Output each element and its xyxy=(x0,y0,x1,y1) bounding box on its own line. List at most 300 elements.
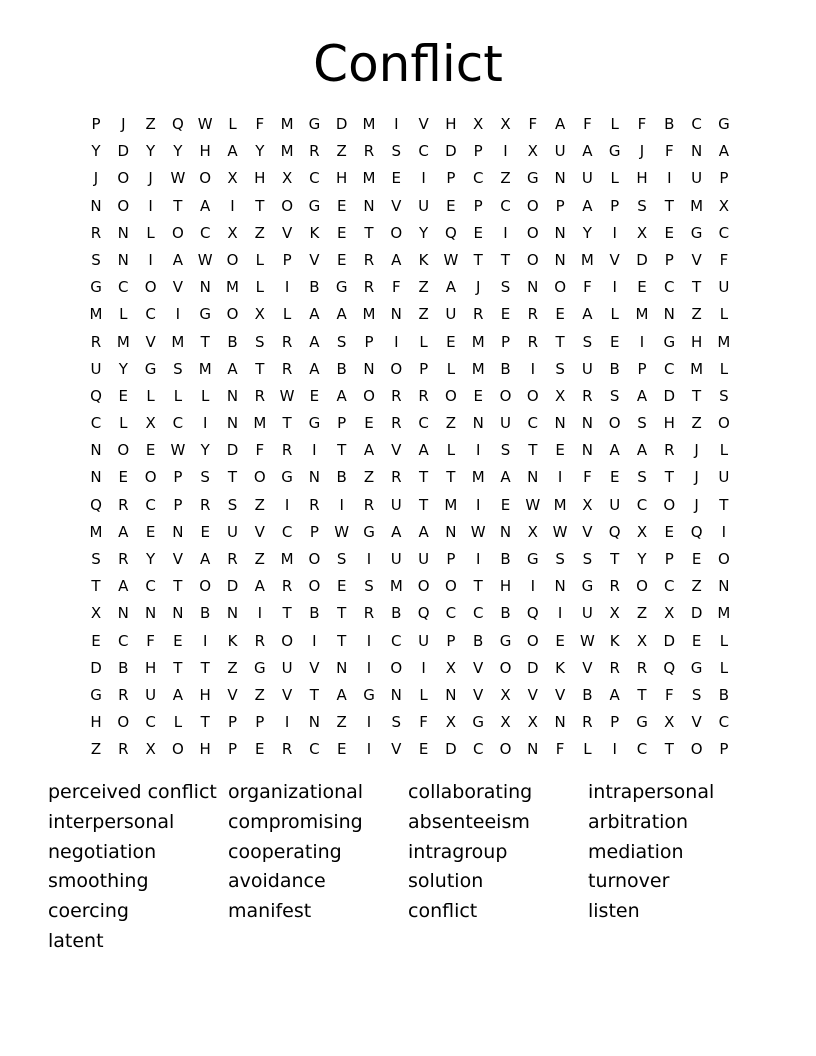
grid-letter: V xyxy=(227,685,238,704)
grid-letter: M xyxy=(471,332,485,351)
grid-letter: O xyxy=(499,386,512,405)
grid-letter: I xyxy=(503,223,508,242)
grid-letter: S xyxy=(391,713,402,732)
grid-letter: O xyxy=(526,223,539,242)
grid-letter: U xyxy=(718,278,730,297)
grid-letter: T xyxy=(500,250,511,269)
grid-letter: X xyxy=(145,414,156,433)
grid-letter: M xyxy=(362,169,376,188)
word-list-item: listen xyxy=(588,900,640,923)
grid-letter: K xyxy=(418,250,429,269)
grid-letter: X xyxy=(664,713,675,732)
grid-letter: C xyxy=(691,115,702,133)
grid-letter: B xyxy=(500,550,511,568)
grid-letter: W xyxy=(443,250,459,269)
grid-letter: T xyxy=(664,740,674,759)
grid-letter: S xyxy=(637,468,647,487)
grid-letter: P xyxy=(664,550,674,568)
grid-letter: G xyxy=(472,713,484,732)
grid-letter: E xyxy=(336,250,347,269)
grid-letter: R xyxy=(391,386,402,405)
grid-letter: E xyxy=(336,223,347,242)
grid-letter: C xyxy=(527,414,539,433)
grid-letter: A xyxy=(582,305,593,324)
grid-letter: I xyxy=(366,631,372,650)
grid-letter: M xyxy=(389,577,403,596)
grid-letter: O xyxy=(171,740,184,759)
grid-letter: B xyxy=(500,359,511,378)
grid-letter: M xyxy=(198,359,212,378)
grid-letter: N xyxy=(445,522,457,541)
grid-letter: N xyxy=(308,468,320,487)
grid-letter: R xyxy=(118,685,129,704)
grid-letter: R xyxy=(118,740,129,759)
grid-letter: A xyxy=(336,685,347,704)
grid-letter: T xyxy=(364,223,374,242)
grid-letter: I xyxy=(148,250,153,269)
grid-letter: U xyxy=(609,495,621,514)
grid-letter: I xyxy=(421,658,426,677)
grid-letter: P xyxy=(446,550,456,568)
grid-letter: A xyxy=(118,577,129,596)
grid-letter: O xyxy=(308,550,321,568)
grid-letter: O xyxy=(308,577,321,596)
grid-letter: P xyxy=(419,359,429,378)
grid-letter: B xyxy=(500,604,511,623)
grid-letter: G xyxy=(663,332,676,351)
grid-letter: V xyxy=(172,278,184,297)
grid-letter: L xyxy=(146,386,155,405)
grid-letter: C xyxy=(281,522,293,541)
grid-letter: S xyxy=(336,332,347,351)
grid-letter: W xyxy=(334,522,350,541)
grid-letter: C xyxy=(309,169,320,188)
grid-letter: T xyxy=(173,577,183,596)
grid-letter: L xyxy=(146,223,155,242)
grid-letter: M xyxy=(280,550,294,568)
grid-letter: A xyxy=(582,142,593,161)
grid-letter: R xyxy=(118,495,129,514)
grid-letter: O xyxy=(690,740,703,759)
grid-letter: Z xyxy=(691,577,702,596)
grid-letter: N xyxy=(117,604,129,623)
grid-letter: L xyxy=(255,250,264,269)
grid-letter: N xyxy=(390,305,402,324)
grid-letter: T xyxy=(446,468,456,487)
grid-letter: E xyxy=(364,414,374,433)
grid-letter: O xyxy=(526,196,539,215)
grid-letter: O xyxy=(171,223,184,242)
grid-letter: T xyxy=(173,196,183,215)
grid-letter: K xyxy=(309,223,320,242)
grid-letter: R xyxy=(309,495,320,514)
grid-letter: C xyxy=(418,142,429,161)
grid-letter: W xyxy=(579,631,595,650)
grid-letter: G xyxy=(144,359,157,378)
grid-letter: I xyxy=(557,468,563,487)
grid-letter: R xyxy=(527,332,539,351)
grid-letter: Q xyxy=(690,522,703,541)
grid-letter: V xyxy=(281,685,293,704)
grid-letter: I xyxy=(230,196,235,215)
grid-letter: J xyxy=(121,115,126,133)
grid-letter: F xyxy=(664,685,674,704)
grid-letter: N xyxy=(308,713,320,732)
grid-letter: X xyxy=(500,685,511,704)
grid-letter: R xyxy=(609,577,620,596)
grid-letter: I xyxy=(667,169,672,188)
grid-letter: Z xyxy=(691,305,702,324)
grid-letter: Z xyxy=(636,604,648,623)
grid-letter: P xyxy=(555,196,565,215)
grid-letter: K xyxy=(609,631,620,650)
grid-letter: E xyxy=(555,305,565,324)
grid-letter: Y xyxy=(419,223,429,242)
grid-letter: T xyxy=(282,414,292,433)
grid-letter: S xyxy=(200,468,210,487)
grid-letter: Z xyxy=(254,223,265,242)
grid-letter: U xyxy=(718,468,730,487)
grid-letter: G xyxy=(363,522,375,541)
grid-letter: T xyxy=(200,713,210,732)
grid-letter: P xyxy=(173,468,183,487)
grid-letter: X xyxy=(445,713,457,732)
grid-letter: P xyxy=(473,196,483,215)
grid-letter: E xyxy=(664,522,675,541)
grid-letter: Q xyxy=(526,604,539,623)
grid-letter: W xyxy=(197,115,213,133)
grid-letter: C xyxy=(445,604,457,623)
grid-letter: O xyxy=(554,278,566,297)
grid-letter: N xyxy=(718,577,730,596)
grid-letter: O xyxy=(117,196,130,215)
grid-letter: E xyxy=(473,386,483,405)
grid-letter: R xyxy=(281,577,293,596)
grid-letter: I xyxy=(421,169,426,188)
grid-letter: P xyxy=(664,250,674,269)
grid-letter: N xyxy=(226,414,239,433)
grid-letter: I xyxy=(612,223,617,242)
grid-letter: Z xyxy=(336,713,347,732)
grid-letter: H xyxy=(254,169,266,188)
grid-letter: X xyxy=(90,604,102,623)
grid-letter: N xyxy=(554,414,566,433)
grid-letter: S xyxy=(719,386,729,405)
grid-letter: L xyxy=(446,359,456,378)
grid-letter: Q xyxy=(90,386,102,405)
grid-letter: N xyxy=(445,685,457,704)
grid-letter: T xyxy=(200,658,210,677)
grid-letter: J xyxy=(639,142,645,161)
grid-letter: U xyxy=(281,658,293,677)
word-list-item: avoidance xyxy=(228,870,326,893)
grid-letter: R xyxy=(582,713,593,732)
grid-letter: F xyxy=(583,468,592,487)
grid-letter: A xyxy=(418,441,429,460)
grid-letter: I xyxy=(284,713,290,732)
grid-letter: Q xyxy=(417,604,430,623)
grid-letter: Q xyxy=(663,658,676,677)
grid-letter: X xyxy=(582,495,593,514)
grid-letter: A xyxy=(418,522,429,541)
grid-letter: F xyxy=(583,278,592,297)
grid-letter: J xyxy=(694,495,699,514)
grid-letter: C xyxy=(118,278,129,297)
grid-letter: O xyxy=(444,577,457,596)
grid-letter: H xyxy=(690,332,703,351)
grid-letter: O xyxy=(390,658,403,677)
grid-letter: R xyxy=(363,495,375,514)
grid-letter: Z xyxy=(145,115,156,133)
grid-letter: M xyxy=(553,495,567,514)
grid-letter: I xyxy=(312,631,317,650)
word-list-item: coercing xyxy=(48,900,129,923)
grid-letter: X xyxy=(527,522,538,541)
grid-letter: P xyxy=(637,359,647,378)
grid-letter: X xyxy=(445,658,457,677)
grid-letter: U xyxy=(445,305,457,324)
grid-letter: A xyxy=(309,305,320,324)
grid-letter: P xyxy=(227,713,238,732)
grid-letter: E xyxy=(691,550,702,568)
grid-letter: O xyxy=(526,386,539,405)
grid-letter: A xyxy=(609,441,620,460)
grid-letter: C xyxy=(145,305,156,324)
grid-letter: E xyxy=(118,386,129,405)
grid-letter: U xyxy=(554,142,566,161)
grid-letter: F xyxy=(255,115,265,133)
grid-letter: I xyxy=(339,495,344,514)
grid-letter: E xyxy=(336,196,347,215)
word-list-item: organizational xyxy=(228,781,364,803)
grid-letter: R xyxy=(472,305,484,324)
grid-letter: P xyxy=(364,332,374,351)
grid-letter: V xyxy=(391,740,402,759)
grid-letter: D xyxy=(527,658,539,677)
grid-letter: S xyxy=(555,550,565,568)
grid-letter: O xyxy=(417,577,430,596)
grid-letter: N xyxy=(90,441,102,460)
grid-letter: A xyxy=(636,386,648,405)
grid-letter: S xyxy=(173,359,183,378)
grid-letter: O xyxy=(444,386,457,405)
grid-letter: A xyxy=(227,359,238,378)
grid-letter: L xyxy=(282,305,292,324)
grid-letter: P xyxy=(337,414,347,433)
grid-letter: E xyxy=(446,332,456,351)
grid-letter: O xyxy=(636,577,648,596)
grid-letter: A xyxy=(172,685,184,704)
grid-letter: M xyxy=(362,305,376,324)
grid-letter: R xyxy=(281,740,293,759)
grid-letter: I xyxy=(148,196,153,215)
grid-letter: N xyxy=(390,685,402,704)
grid-letter: I xyxy=(612,278,617,297)
grid-letter: E xyxy=(446,196,456,215)
grid-letter: E xyxy=(336,577,347,596)
grid-letter: Z xyxy=(254,685,265,704)
grid-letter: N xyxy=(472,414,484,433)
grid-letter: C xyxy=(90,414,102,433)
grid-letter: F xyxy=(555,740,565,759)
grid-letter: U xyxy=(227,522,238,541)
grid-letter: I xyxy=(366,550,372,568)
grid-letter: U xyxy=(418,550,430,568)
grid-letter: Z xyxy=(445,414,457,433)
grid-letter: S xyxy=(637,196,647,215)
grid-letter: V xyxy=(309,250,320,269)
grid-letter: N xyxy=(90,196,102,215)
grid-letter: N xyxy=(199,278,211,297)
grid-letter: I xyxy=(639,332,645,351)
grid-letter: Z xyxy=(418,278,429,297)
grid-letter: N xyxy=(226,386,239,405)
grid-letter: L xyxy=(228,115,237,133)
grid-letter: B xyxy=(200,604,211,623)
grid-letter: V xyxy=(418,115,429,133)
grid-letter: B xyxy=(227,332,238,351)
grid-letter: C xyxy=(472,604,484,623)
grid-letter: X xyxy=(145,740,156,759)
grid-letter: A xyxy=(391,522,402,541)
grid-letter: I xyxy=(530,359,536,378)
grid-letter: P xyxy=(282,250,292,269)
grid-letter: G xyxy=(718,115,730,133)
grid-letter: C xyxy=(418,414,429,433)
grid-letter: D xyxy=(445,740,457,759)
grid-letter: G xyxy=(199,305,211,324)
grid-letter: W xyxy=(279,386,295,405)
grid-letter: V xyxy=(691,713,702,732)
grid-letter: O xyxy=(281,196,293,215)
grid-letter: N xyxy=(527,278,539,297)
grid-letter: T xyxy=(200,332,210,351)
grid-letter: U xyxy=(581,604,593,623)
grid-letter: K xyxy=(227,631,238,650)
grid-letter: D xyxy=(445,142,457,161)
grid-letter: Z xyxy=(90,740,102,759)
grid-letter: R xyxy=(90,332,102,351)
grid-letter: I xyxy=(394,332,399,351)
grid-letter: N xyxy=(117,223,129,242)
grid-letter: I xyxy=(503,142,508,161)
grid-letter: S xyxy=(227,495,238,514)
grid-letter: C xyxy=(391,631,402,650)
word-list-item: conflict xyxy=(408,900,478,923)
grid-letter: T xyxy=(664,196,674,215)
grid-letter: P xyxy=(446,631,456,650)
grid-letter: A xyxy=(500,468,511,487)
grid-letter: R xyxy=(281,332,293,351)
grid-letter: M xyxy=(635,305,649,324)
grid-letter: J xyxy=(93,169,99,188)
grid-letter: R xyxy=(609,658,620,677)
grid-letter: D xyxy=(226,441,239,460)
grid-letter: A xyxy=(200,550,211,568)
grid-letter: N xyxy=(363,196,375,215)
grid-letter: C xyxy=(472,169,484,188)
grid-letter: Z xyxy=(418,305,429,324)
grid-letter: R xyxy=(281,359,293,378)
grid-letter: M xyxy=(89,305,103,324)
grid-letter: X xyxy=(609,604,620,623)
grid-letter: Z xyxy=(363,468,375,487)
grid-letter: M xyxy=(226,278,239,297)
grid-letter: O xyxy=(390,359,403,378)
grid-letter: Y xyxy=(582,223,592,242)
grid-letter: L xyxy=(610,305,619,324)
grid-letter: N xyxy=(554,250,566,269)
grid-letter: A xyxy=(636,441,648,460)
grid-letter: I xyxy=(530,577,536,596)
grid-letter: S xyxy=(91,550,101,568)
grid-letter: L xyxy=(719,658,729,677)
grid-letter: H xyxy=(199,740,211,759)
grid-letter: G xyxy=(335,278,348,297)
grid-letter: T xyxy=(173,658,183,677)
grid-letter: V xyxy=(582,522,593,541)
grid-letter: N xyxy=(581,414,593,433)
puzzle-title: Conflict xyxy=(313,35,503,93)
grid-letter: V xyxy=(254,522,265,541)
grid-letter: O xyxy=(363,386,375,405)
grid-letter: E xyxy=(500,305,511,324)
grid-letter: N xyxy=(554,223,566,242)
grid-letter: R xyxy=(363,250,375,269)
grid-letter: R xyxy=(199,495,211,514)
grid-letter: A xyxy=(718,142,730,161)
grid-letter: C xyxy=(309,740,320,759)
grid-letter: C xyxy=(664,359,675,378)
grid-letter: A xyxy=(336,386,347,405)
grid-letter: L xyxy=(719,305,729,324)
grid-letter: E xyxy=(118,468,129,487)
grid-letter: X xyxy=(254,305,265,324)
grid-letter: E xyxy=(609,332,620,351)
grid-letter: S xyxy=(582,550,593,568)
grid-letter: Q xyxy=(608,522,621,541)
grid-letter: N xyxy=(363,359,375,378)
grid-letter: S xyxy=(691,685,702,704)
grid-letter: G xyxy=(363,685,375,704)
grid-letter: F xyxy=(419,713,428,732)
grid-letter: C xyxy=(500,196,511,215)
grid-letter: P xyxy=(91,115,101,133)
grid-letter: F xyxy=(391,278,401,297)
grid-letter: R xyxy=(227,550,238,568)
grid-letter: F xyxy=(719,250,729,269)
grid-letter: G xyxy=(608,142,621,161)
grid-letter: L xyxy=(719,441,729,460)
grid-letter: T xyxy=(337,631,347,650)
grid-letter: S xyxy=(391,142,402,161)
grid-letter: W xyxy=(525,495,541,514)
grid-letter: X xyxy=(473,115,484,133)
grid-letter: T xyxy=(227,468,238,487)
grid-letter: N xyxy=(172,522,184,541)
grid-letter: M xyxy=(471,468,485,487)
grid-letter: L xyxy=(419,332,428,351)
grid-letter: G xyxy=(499,631,512,650)
grid-letter: E xyxy=(200,522,210,541)
grid-letter: X xyxy=(527,142,538,161)
grid-letter: L xyxy=(201,386,210,405)
grid-letter: X xyxy=(227,169,238,188)
grid-letter: Q xyxy=(90,495,102,514)
grid-letter: F xyxy=(528,115,538,133)
grid-letter: A xyxy=(254,577,265,596)
grid-letter: P xyxy=(719,740,729,759)
